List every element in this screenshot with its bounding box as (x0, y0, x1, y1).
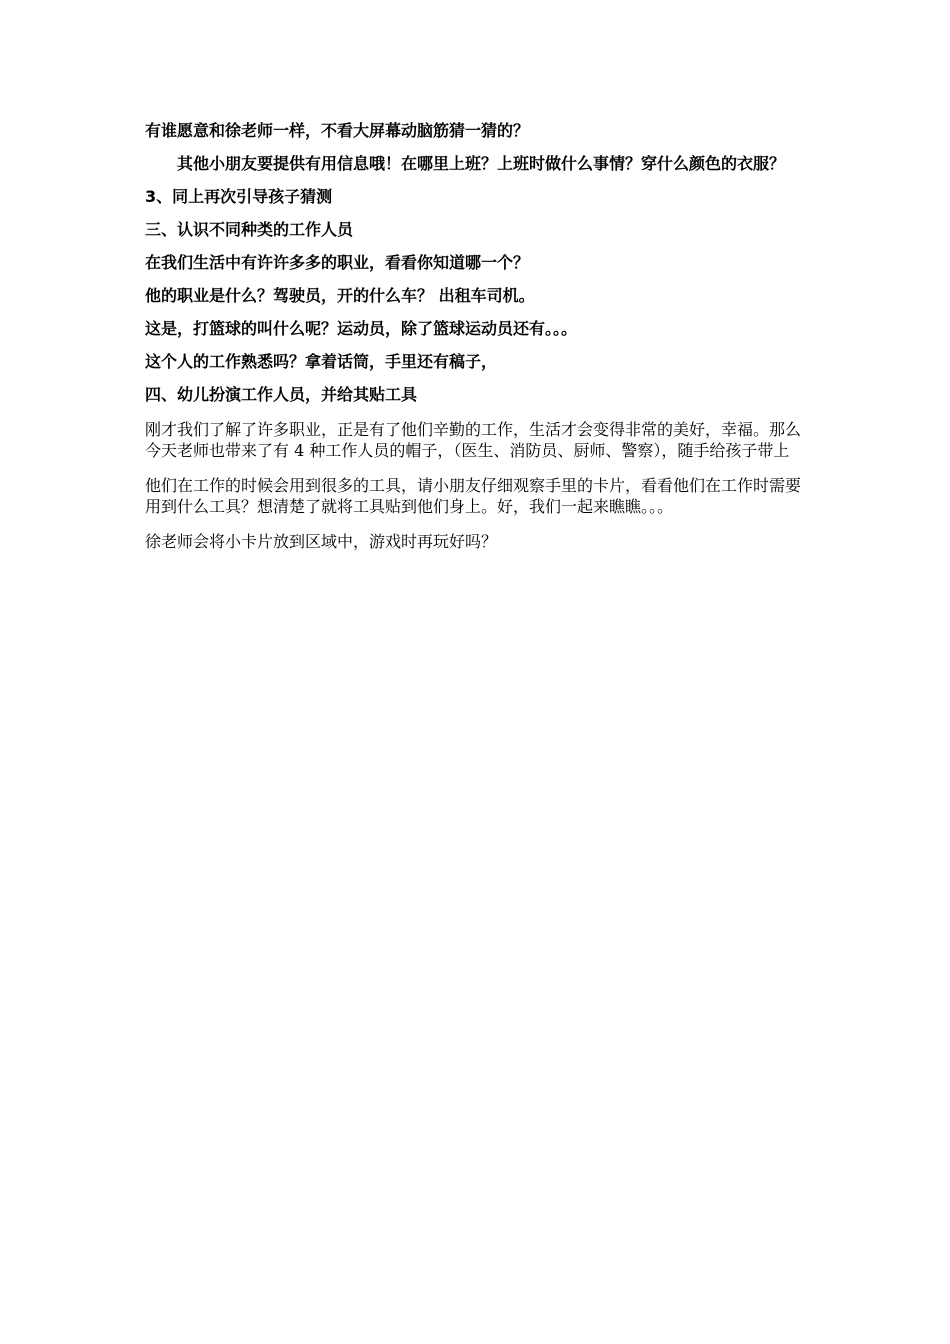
document-page (145, 120, 810, 552)
paragraph-provide-info: 其他小朋友要提供有用信息哦！在哪里上班？上班时做什么事情？穿什么颜色的衣服？ (177, 154, 786, 173)
paragraph-many-jobs: 在我们生活中有许许多多的职业，看看你知道哪一个？ (145, 253, 530, 272)
section-heading-3: 三、认识不同种类的工作人员 (145, 220, 354, 239)
section-heading-4: 四、幼儿扮演工作人员，并给其贴工具 (145, 385, 418, 404)
paragraph-cards-area: 徐老师会将小卡片放到区域中，游戏时再玩好吗？ (145, 532, 498, 551)
paragraph-host: 这个人的工作熟悉吗？拿着话筒，手里还有稿子， (145, 352, 498, 371)
paragraph-hats: 刚才我们了解了许多职业，正是有了他们辛勤的工作，生活才会变得非常的美好，幸福。那么今天老师也带来了有 4 种工作人员的帽子，（医生、消防员、厨师、警察），随手给孩子带上 (145, 420, 802, 460)
paragraph-driver: 他的职业是什么？驾驶员，开的什么车？ 出租车司机。 (145, 286, 535, 305)
paragraph-athlete: 这是，打篮球的叫什么呢？运动员，除了篮球运动员还有。。。 (145, 319, 578, 338)
paragraph-step-3: 3、同上再次引导孩子猜测 (145, 187, 333, 206)
paragraph-question-guess: 有谁愿意和徐老师一样，不看大屏幕动脑筋猜一猜的？ (145, 121, 530, 140)
paragraph-tools: 他们在工作的时候会用到很多的工具，请小朋友仔细观察手里的卡片，看看他们在工作时需要用到什么工具？想清楚了就将工具贴到他们身上。好，我们一起来瞧瞧。。。 (145, 476, 802, 516)
